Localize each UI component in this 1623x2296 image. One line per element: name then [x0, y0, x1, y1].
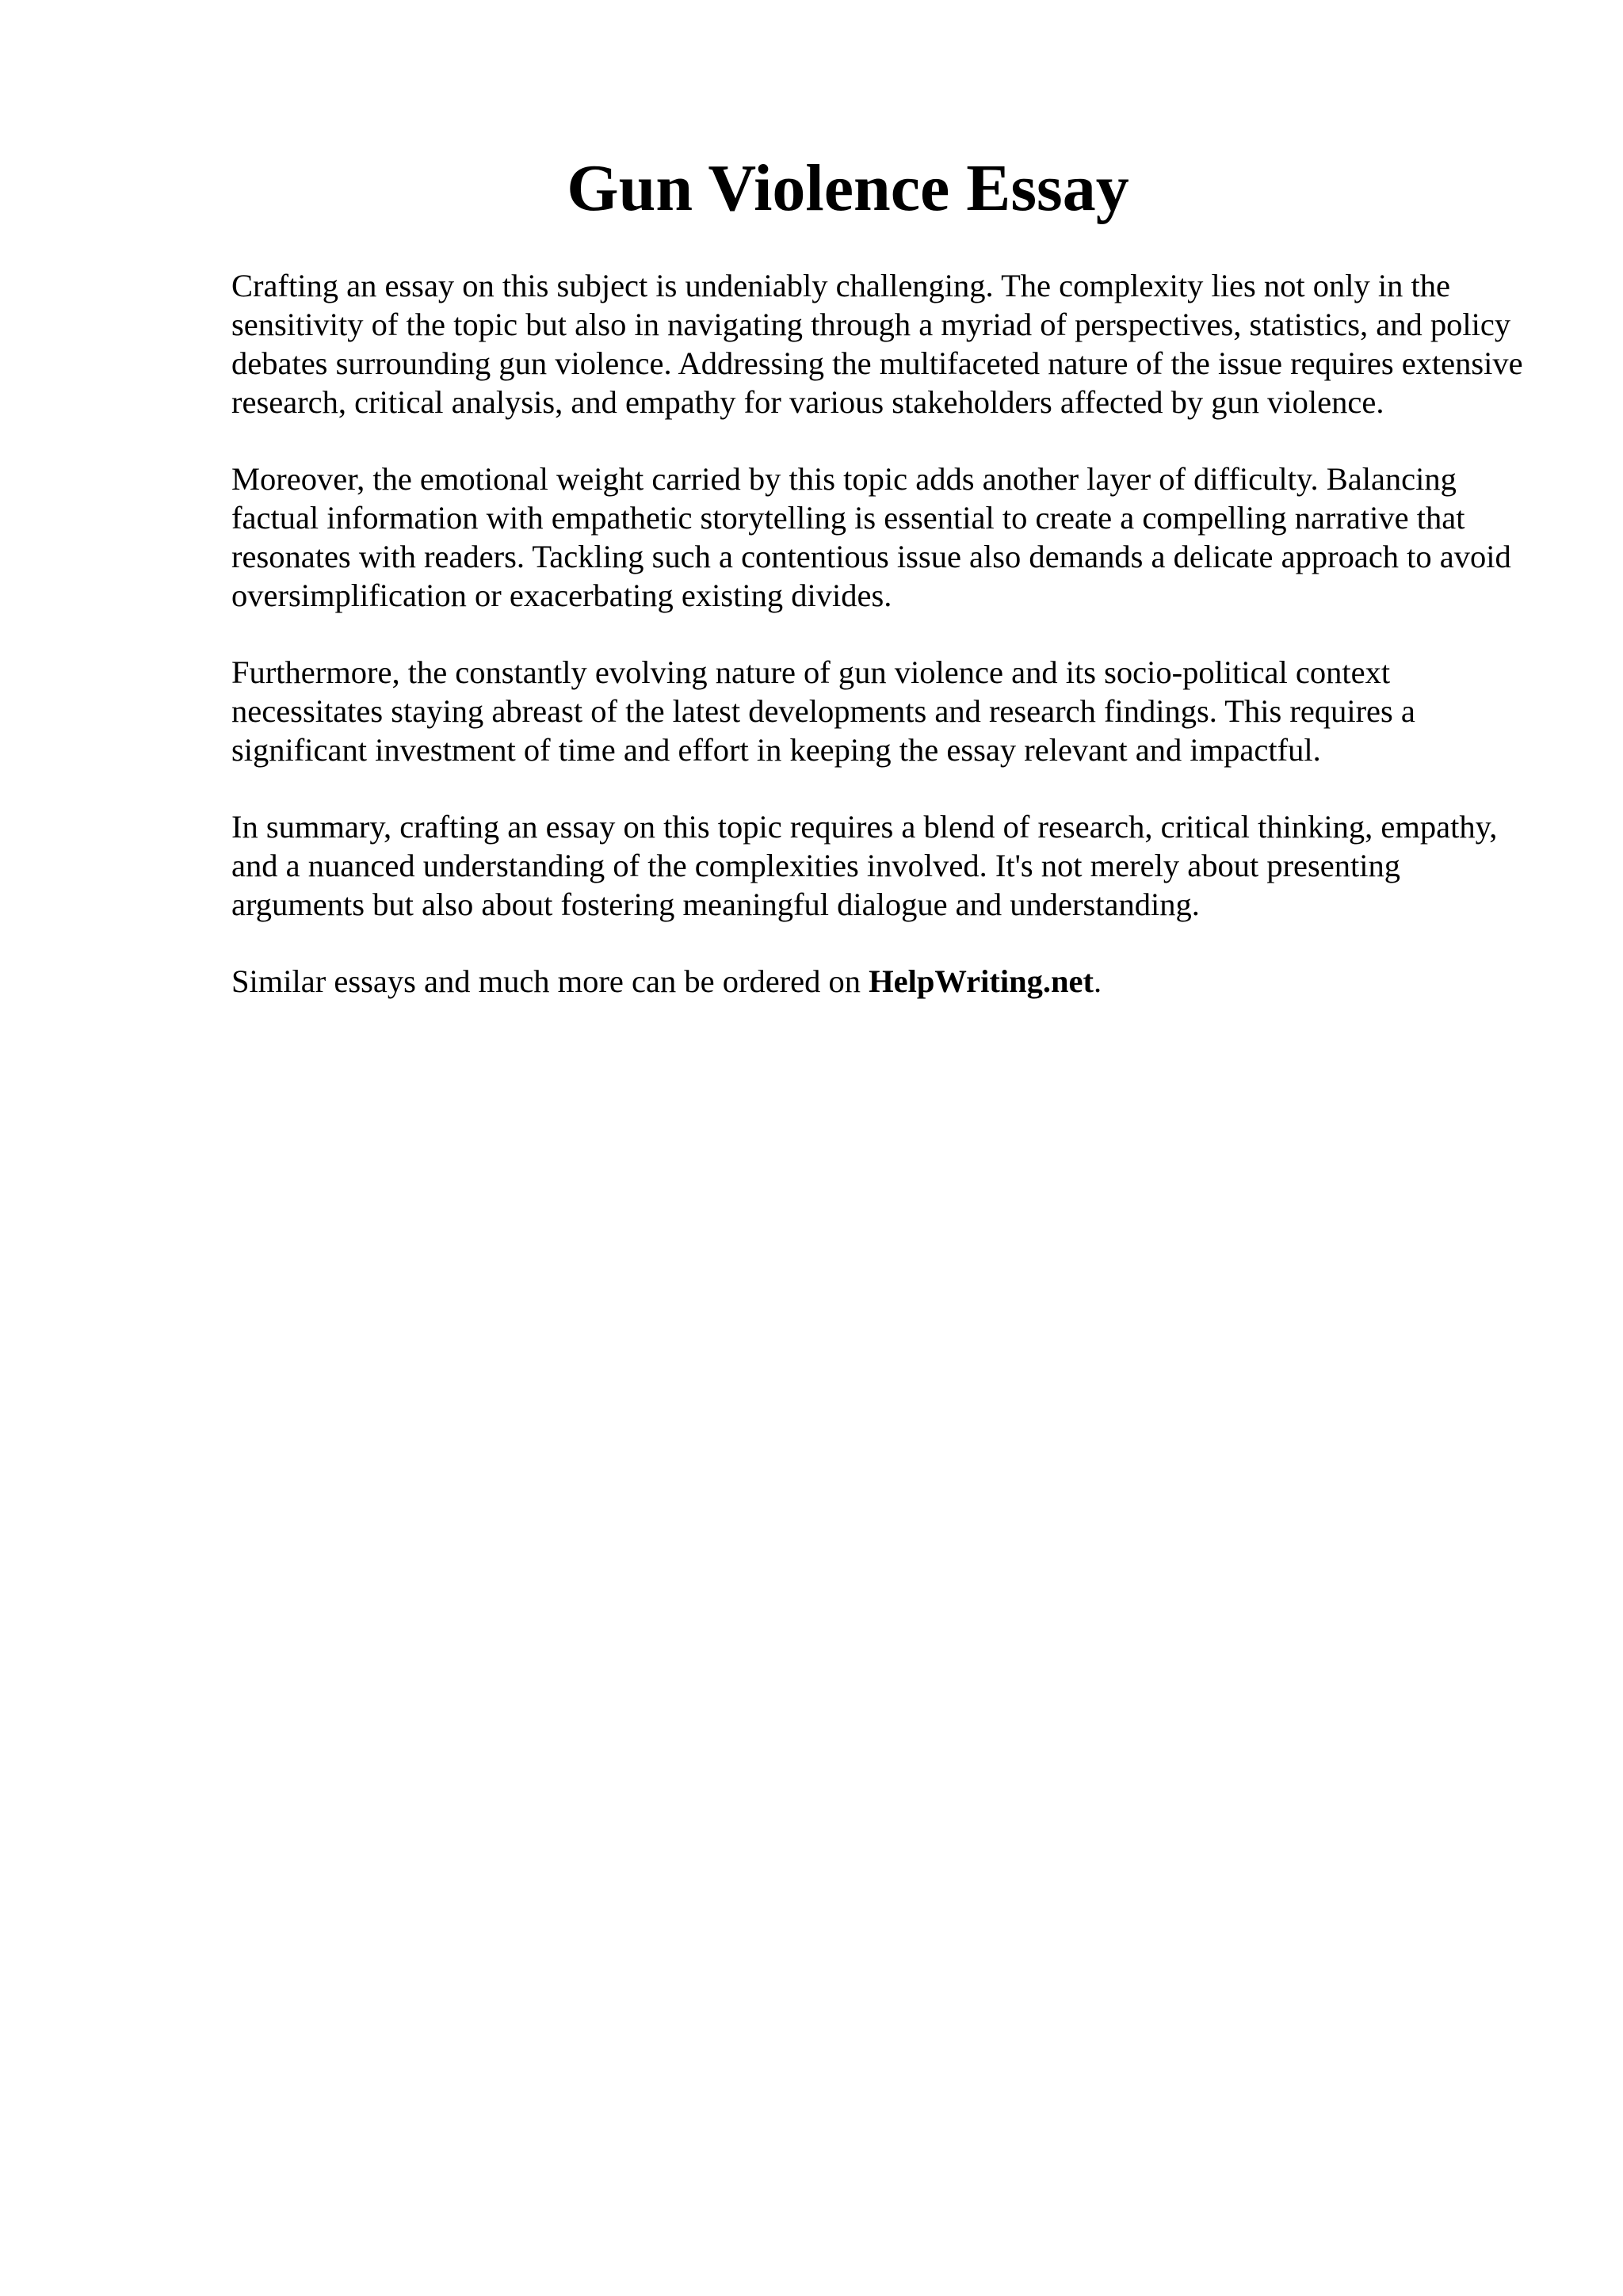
paragraph-3: Furthermore, the constantly evolving nature of gun violence and its socio-political context necessitates staying abreast of the latest developments and research findings. This requires a significant investment of time and effort in keeping the essay relevant and impactful.	[231, 654, 1415, 768]
paragraph-2: Moreover, the emotional weight carried by this topic adds another layer of difficulty. Balancing factual information with empathetic storytelling is essential to create a compelling narrative that resonates with readers. Tackling such a contentious issue also demands a delicate approach to avoid oversimplification or exacerbating existing divides.	[231, 461, 1511, 613]
order-line	[231, 962, 1531, 1001]
order-line-suffix: .	[1094, 963, 1102, 999]
brand-link[interactable]: HelpWriting.net	[869, 963, 1094, 999]
order-line-prefix: Similar essays and much more can be ordered on	[231, 963, 869, 999]
document-title: Gun Violence Essay	[567, 151, 1129, 225]
document-body	[231, 266, 1531, 1001]
paragraph-1: Crafting an essay on this subject is undeniably challenging. The complexity lies not only in the sensitivity of the topic but also in navigating through a myriad of perspectives, statistics, and policy debates surrounding gun violence. Addressing the multifaceted nature of the issue requires extensive research, critical analysis, and empathy for various stakeholders affected by gun violence.	[231, 268, 1523, 420]
paragraph-4: In summary, crafting an essay on this topic requires a blend of research, critical thinking, empathy, and a nuanced understanding of the complexities involved. It's not merely about presenting arguments but also about fostering meaningful dialogue and understanding.	[231, 809, 1498, 922]
